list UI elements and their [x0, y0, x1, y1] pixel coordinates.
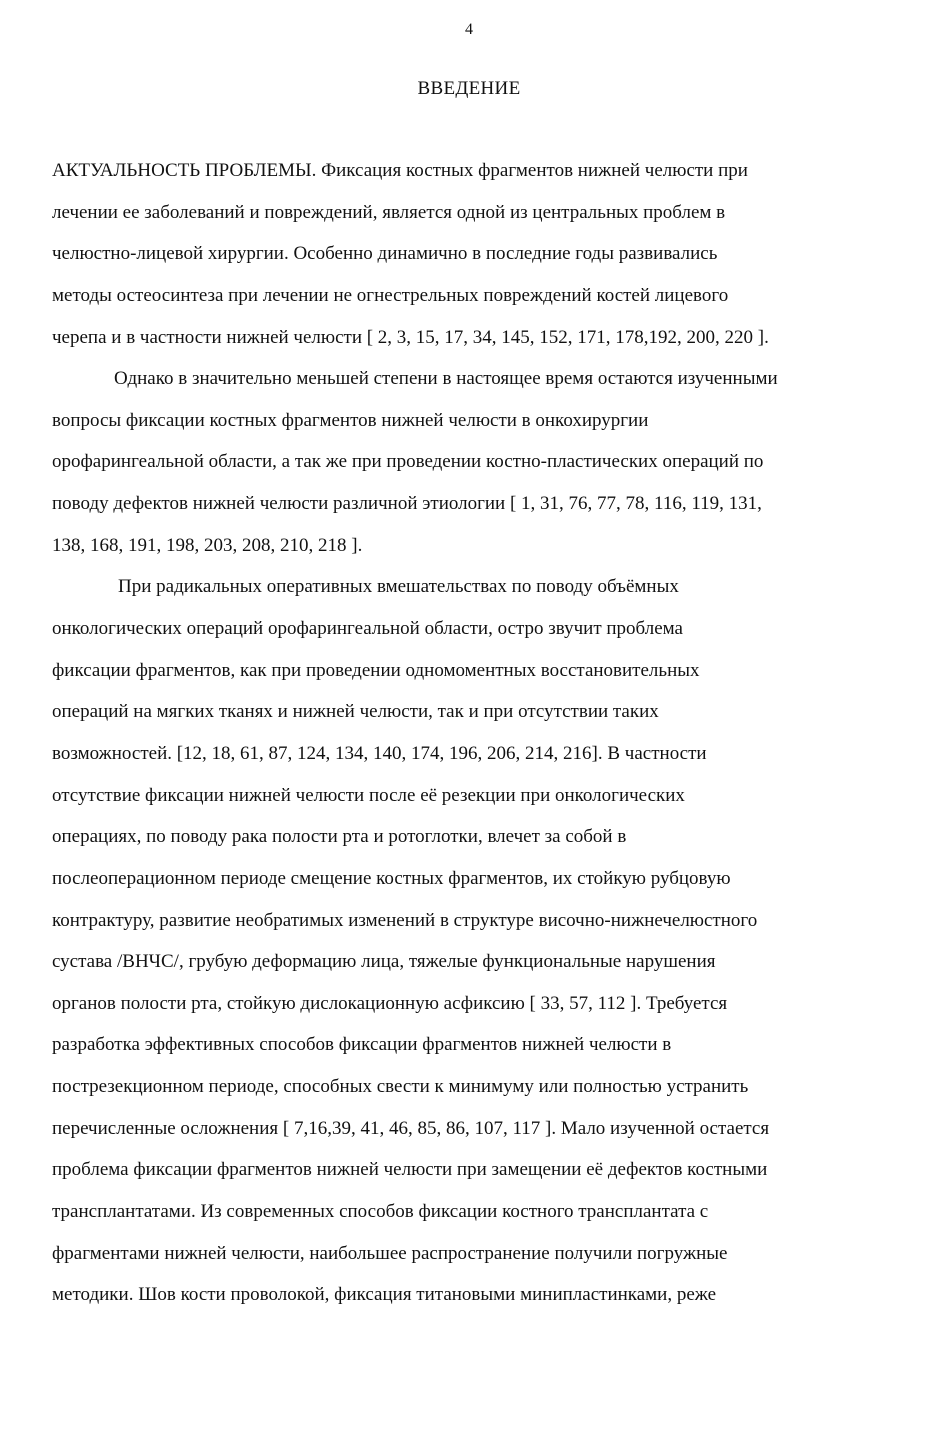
text-line: пострезекционном периоде, способных свести к минимуму или полностью устранить	[52, 1076, 749, 1098]
text-line: трансплантатами. Из современных способов фиксации костного трансплантата с	[52, 1201, 709, 1223]
text-line: методики. Шов кости проволокой, фиксация титановыми минипластинками, реже	[52, 1284, 717, 1306]
text-line: методы остеосинтеза при лечении не огнестрельных повреждений костей лицевого	[52, 284, 729, 306]
text-line: сустава /ВНЧС/, грубую деформацию лица, тяжелые функциональные нарушения	[52, 951, 716, 973]
text-line: фиксации фрагментов, как при проведении одномоментных восстановительных	[52, 659, 700, 681]
text-line: отсутствие фиксации нижней челюсти после её резекции при онкологических	[52, 784, 685, 806]
text-line: возможностей. [12, 18, 61, 87, 124, 134, 140, 174, 196, 206, 214, 216]. В частности	[52, 742, 707, 764]
body-text	[52, 158, 778, 1324]
text-line: операциях, по поводу рака полости рта и ротоглотки, влечет за собой в	[52, 826, 627, 848]
text-line: контрактуру, развитие необратимых изменений в структуре височно-нижнечелюстного	[52, 909, 758, 931]
text-line: поводу дефектов нижней челюсти различной этиологии [ 1, 31, 76, 77, 78, 116, 119, 131,	[52, 493, 762, 515]
text-line: черепа и в частности нижней челюсти [ 2, 3, 15, 17, 34, 145, 152, 171, 178,192, 200, 220 ].	[52, 326, 769, 348]
section-heading: ВВЕДЕНИЕ	[417, 78, 521, 99]
text-line: перечисленные осложнения [ 7,16,39, 41, 46, 85, 86, 107, 117 ]. Мало изученной остается	[52, 1117, 770, 1139]
text-line: Однако в значительно меньшей степени в настоящее время остаются изученными	[114, 368, 778, 390]
text-line: вопросы фиксации костных фрагментов нижней челюсти в онкохирургии	[52, 409, 649, 431]
text-line: операций на мягких тканях и нижней челюсти, так и при отсутствии таких	[52, 701, 659, 723]
text-line: 138, 168, 191, 198, 203, 208, 210, 218 ].	[52, 534, 363, 556]
text-line: послеоперационном периоде смещение костных фрагментов, их стойкую рубцовую	[52, 867, 731, 889]
text-line: челюстно-лицевой хирургии. Особенно динамично в последние годы развивались	[52, 243, 718, 265]
text-line: При радикальных оперативных вмешательствах по поводу объёмных	[118, 576, 679, 598]
text-line: онкологических операций орофарингеальной области, остро звучит проблема	[52, 618, 683, 640]
page-number: 4	[465, 21, 473, 38]
text-line: лечении ее заболеваний и повреждений, является одной из центральных проблем в	[52, 201, 726, 223]
text-line: АКТУАЛЬНОСТЬ ПРОБЛЕМЫ. Фиксация костных фрагментов нижней челюсти при	[52, 160, 748, 181]
text-line: органов полости рта, стойкую дислокационную асфиксию [ 33, 57, 112 ]. Требуется	[52, 992, 728, 1014]
text-line: проблема фиксации фрагментов нижней челюсти при замещении её дефектов костными	[52, 1159, 768, 1181]
text-line: орофарингеальной области, а так же при проведении костно-пластических операций по	[52, 451, 764, 473]
text-line: фрагментами нижней челюсти, наибольшее распространение получили погружные	[52, 1242, 728, 1264]
text-line: разработка эффективных способов фиксации фрагментов нижней челюсти в	[52, 1034, 672, 1056]
